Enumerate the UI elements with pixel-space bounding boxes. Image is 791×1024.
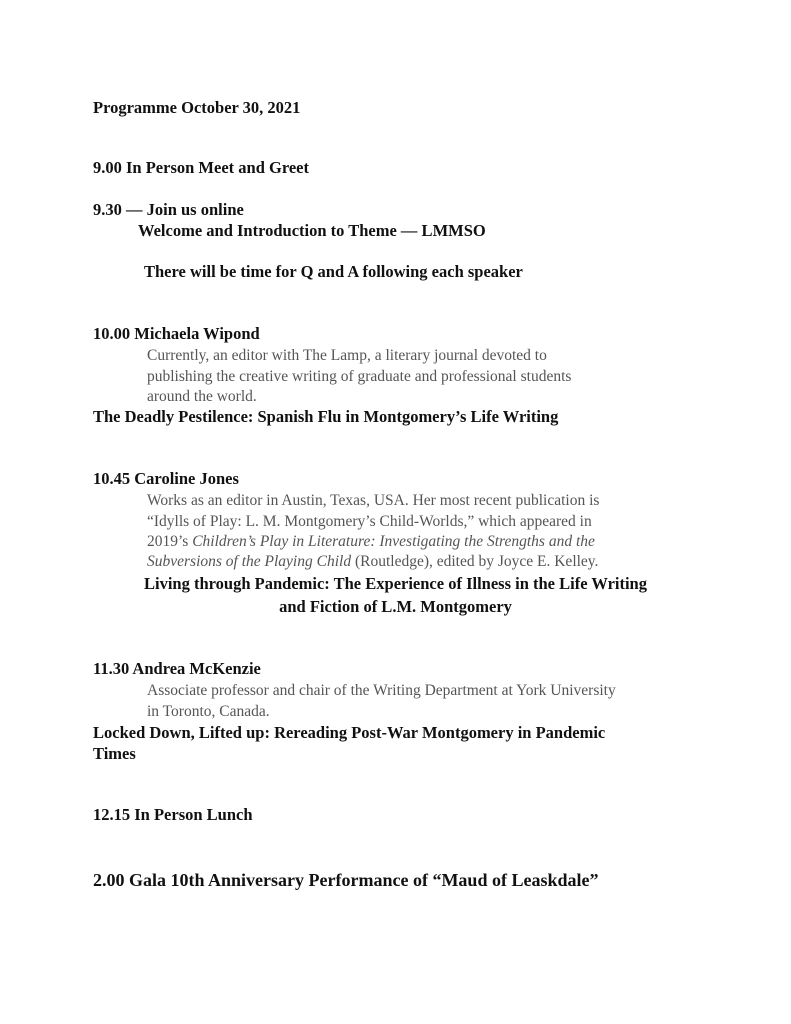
jones-book-title: Children’s Play in Literature: Investigating the Strengths and the <box>192 533 595 550</box>
wipond-speaker-heading: 10.00 Michaela Wipond <box>93 324 260 343</box>
jones-bio-text: 2019’s <box>147 533 193 550</box>
qa-note: There will be time for Q and A following each speaker <box>144 262 523 281</box>
meet-and-greet-item: 9.00 In Person Meet and Greet <box>93 158 309 177</box>
wipond-bio-line: around the world. <box>147 388 257 405</box>
jones-bio-line <box>147 551 598 572</box>
mckenzie-bio-line: in Toronto, Canada. <box>147 703 270 720</box>
jones-talk-title: Living through Pandemic: The Experience of Illness in the Life Writing <box>144 574 647 593</box>
mckenzie-talk-title: Times <box>93 744 136 763</box>
wipond-bio-line: Currently, an editor with The Lamp, a literary journal devoted to <box>147 347 547 364</box>
mckenzie-bio-line: Associate professor and chair of the Writing Department at York University <box>147 682 616 699</box>
jones-speaker-heading: 10.45 Caroline Jones <box>93 469 239 488</box>
jones-book-title: Subversions of the Playing Child <box>147 553 352 570</box>
wipond-bio-line: publishing the creative writing of graduate and professional students <box>147 368 572 385</box>
mckenzie-talk-title: Locked Down, Lifted up: Rereading Post-War Montgomery in Pandemic <box>93 723 606 742</box>
wipond-talk-title: The Deadly Pestilence: Spanish Flu in Montgomery’s Life Writing <box>93 407 559 426</box>
jones-bio-line: Works as an editor in Austin, Texas, USA. Her most recent publication is <box>147 492 600 509</box>
programme-heading: Programme October 30, 2021 <box>93 98 301 117</box>
jones-bio-line: “Idylls of Play: L. M. Montgomery’s Child-Worlds,” which appeared in <box>147 513 592 530</box>
jones-talk-title: and Fiction of L.M. Montgomery <box>279 597 512 616</box>
jones-bio-line <box>147 531 595 552</box>
lunch-item: 12.15 In Person Lunch <box>93 805 253 824</box>
join-online-item: 9.30 — Join us online <box>93 200 244 219</box>
welcome-introduction: Welcome and Introduction to Theme — LMMSO <box>138 221 486 240</box>
gala-item: 2.00 Gala 10th Anniversary Performance of “Maud of Leaskdale” <box>93 870 599 890</box>
mckenzie-speaker-heading: 11.30 Andrea McKenzie <box>93 659 261 678</box>
jones-bio-text: (Routledge), edited by Joyce E. Kelley. <box>351 553 599 570</box>
